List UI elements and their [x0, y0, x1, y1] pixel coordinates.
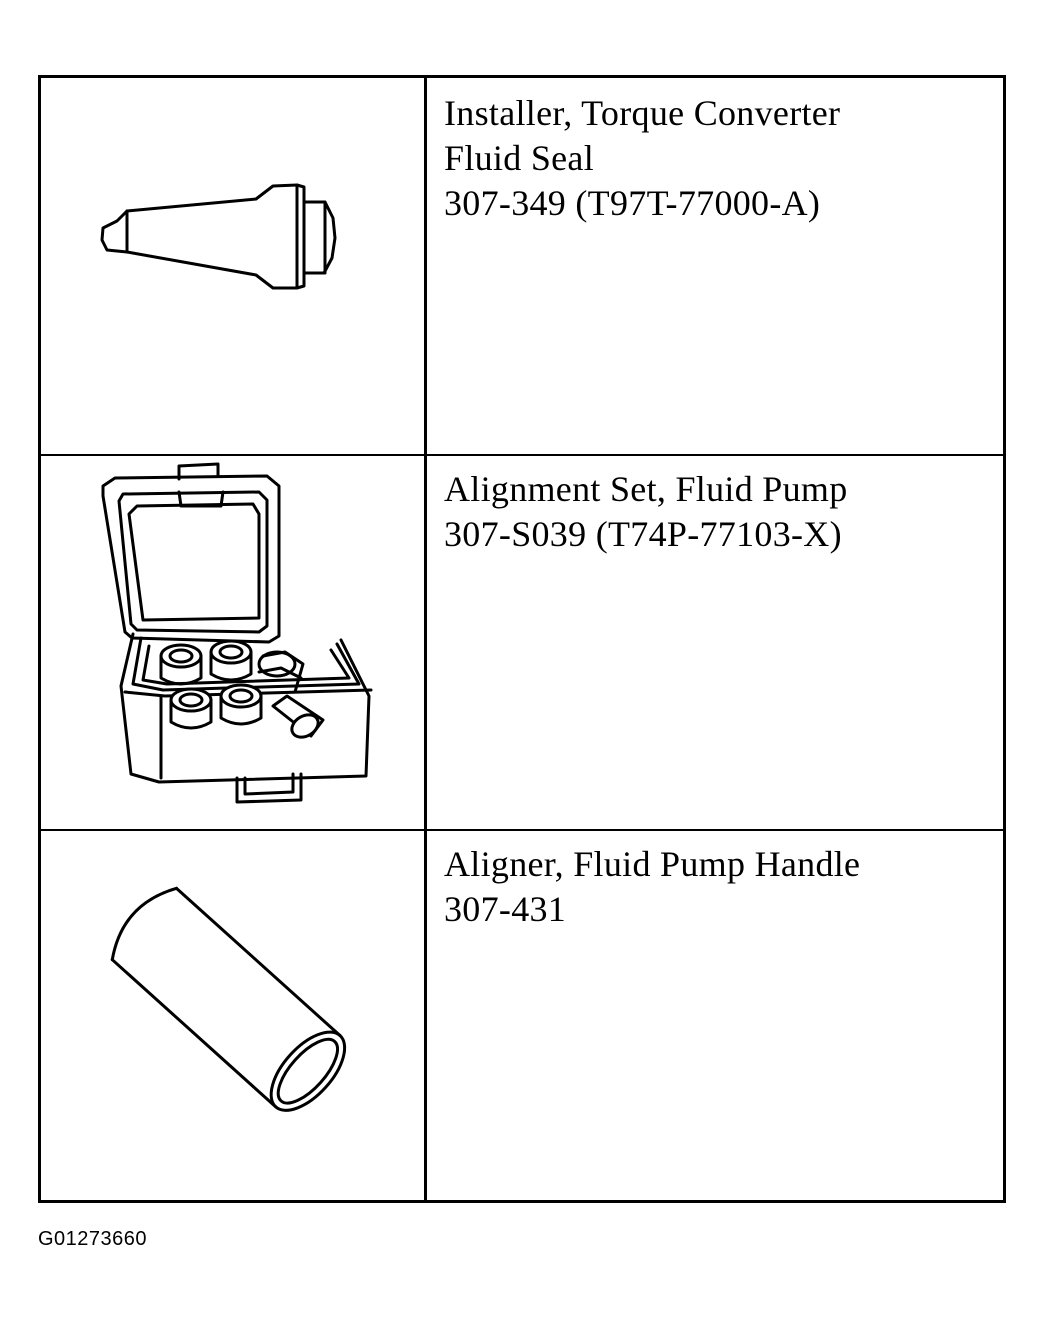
tool-illustration-cell [41, 78, 424, 454]
tool-description [444, 842, 984, 1214]
figure-id: G01273660 [38, 1228, 148, 1250]
tool-illustration-cell [41, 831, 424, 1203]
tool-description [444, 467, 984, 840]
tool-name: Aligner, Fluid Pump Handle [444, 844, 861, 884]
fluid-pump-alignment-set-case-icon [41, 456, 424, 829]
column-divider [424, 78, 427, 1200]
fluid-pump-handle-aligner-icon [41, 831, 424, 1203]
tool-description [444, 91, 984, 467]
tool-name-continued: Fluid Seal [444, 138, 595, 178]
tool-illustration-cell [41, 456, 424, 829]
tool-part-number: 307-431 [444, 889, 567, 929]
tool-part-number: 307-349 (T97T-77000-A) [444, 183, 821, 223]
tool-name: Installer, Torque Converter [444, 93, 841, 133]
torque-converter-seal-installer-icon [41, 78, 424, 454]
special-tools-table [38, 75, 1006, 1203]
tool-name: Alignment Set, Fluid Pump [444, 469, 848, 509]
tool-part-number: 307-S039 (T74P-77103-X) [444, 514, 842, 554]
